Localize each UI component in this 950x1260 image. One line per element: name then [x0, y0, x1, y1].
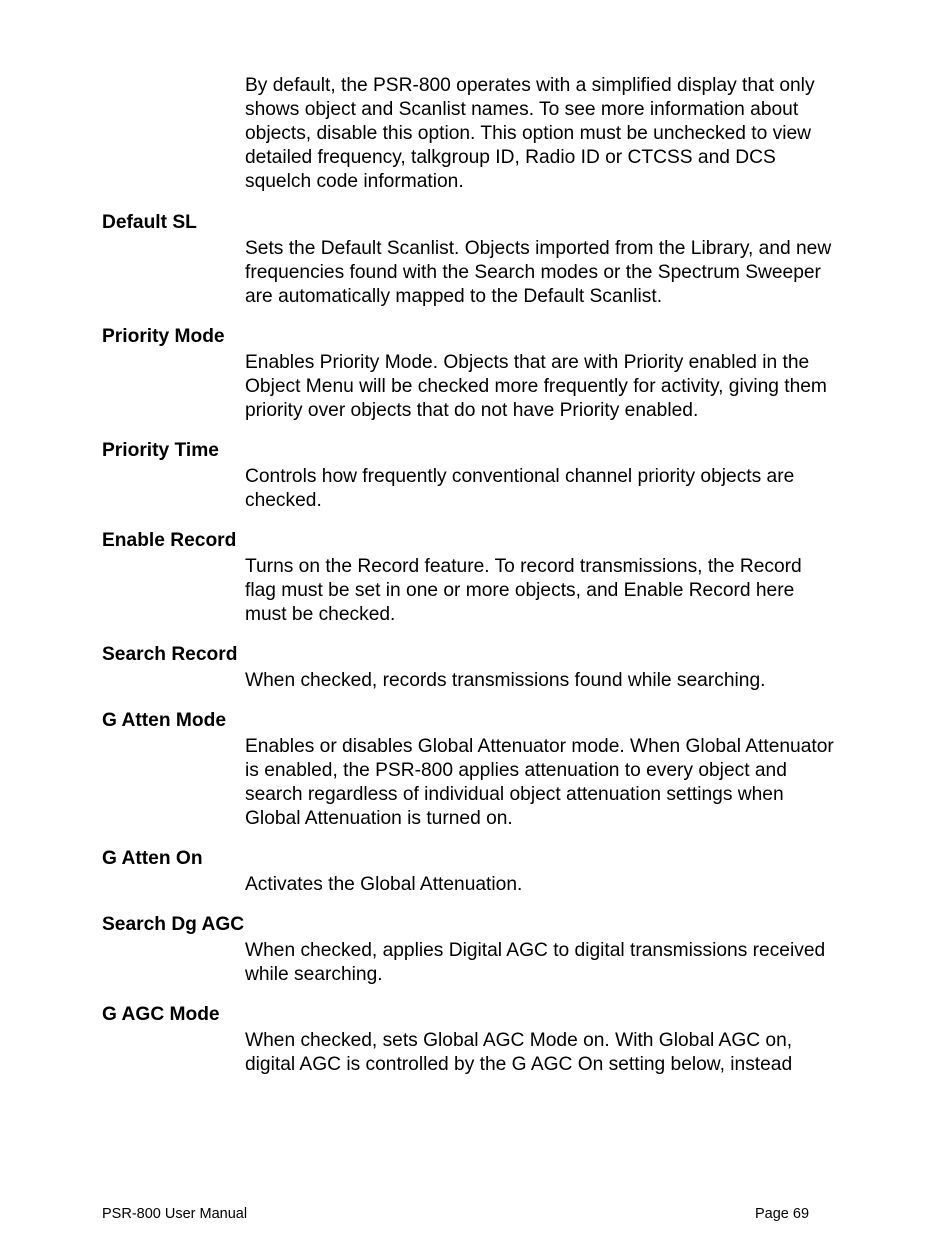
entry-term: Search Record [102, 644, 238, 665]
entry-term: Default SL [102, 212, 197, 233]
entry-search-record [0, 641, 950, 693]
footer-manual-title: PSR-800 User Manual [102, 1206, 248, 1222]
entry-description: Enables or disables Global Attenuator mode. When Global Attenuator is enabled, the PSR-800 applies attenuation to every object and search regardless of individual object attenuation settings when Global Attenuation is turned on. [245, 736, 834, 829]
entry-enable-record [0, 527, 950, 627]
entry-search-dg-agc [0, 911, 950, 987]
entry-g-atten-mode [0, 707, 950, 831]
entry-term: G Atten On [102, 848, 203, 869]
entry-term: G AGC Mode [102, 1004, 220, 1025]
entry-description: When checked, applies Digital AGC to digital transmissions received while searching. [245, 940, 826, 985]
entry-term: Search Dg AGC [102, 914, 245, 935]
entry-description: Controls how frequently conventional channel priority objects are checked. [245, 466, 795, 511]
entry-description: Activates the Global Attenuation. [245, 874, 523, 895]
entry-g-agc-mode [0, 1001, 950, 1077]
entry-description: Enables Priority Mode. Objects that are with Priority enabled in the Object Menu will be checked more frequently for activity, giving them priority over objects that do not have Priority enabled. [245, 352, 827, 421]
entry-term: Priority Time [102, 440, 219, 461]
entry-default-sl [0, 209, 950, 309]
footer-page-number: Page 69 [755, 1206, 810, 1222]
entry-description: Turns on the Record feature. To record transmissions, the Record flag must be set in one or more objects, and Enable Record here must be checked. [245, 556, 802, 625]
intro-paragraph: By default, the PSR-800 operates with a simplified display that only shows object and Scanlist names. To see more information about objects, disable this option. This option must be unchecked to view detailed frequency, talkgroup ID, Radio ID or CTCSS and DCS squelch code information. [245, 75, 815, 192]
entry-description: When checked, sets Global AGC Mode on. With Global AGC on, digital AGC is controlled by the G AGC On setting below, instead [245, 1030, 793, 1075]
entry-term: G Atten Mode [102, 710, 226, 731]
entry-g-atten-on [0, 845, 950, 897]
entry-priority-time [0, 437, 950, 513]
entry-description: Sets the Default Scanlist. Objects imported from the Library, and new frequencies found with the Search modes or the Spectrum Sweeper are automatically mapped to the Default Scanlist. [245, 238, 832, 307]
settings-definition-list [0, 209, 950, 1091]
entry-term: Priority Mode [102, 326, 225, 347]
entry-term: Enable Record [102, 530, 237, 551]
entry-priority-mode [0, 323, 950, 423]
entry-description: When checked, records transmissions found while searching. [245, 670, 766, 691]
